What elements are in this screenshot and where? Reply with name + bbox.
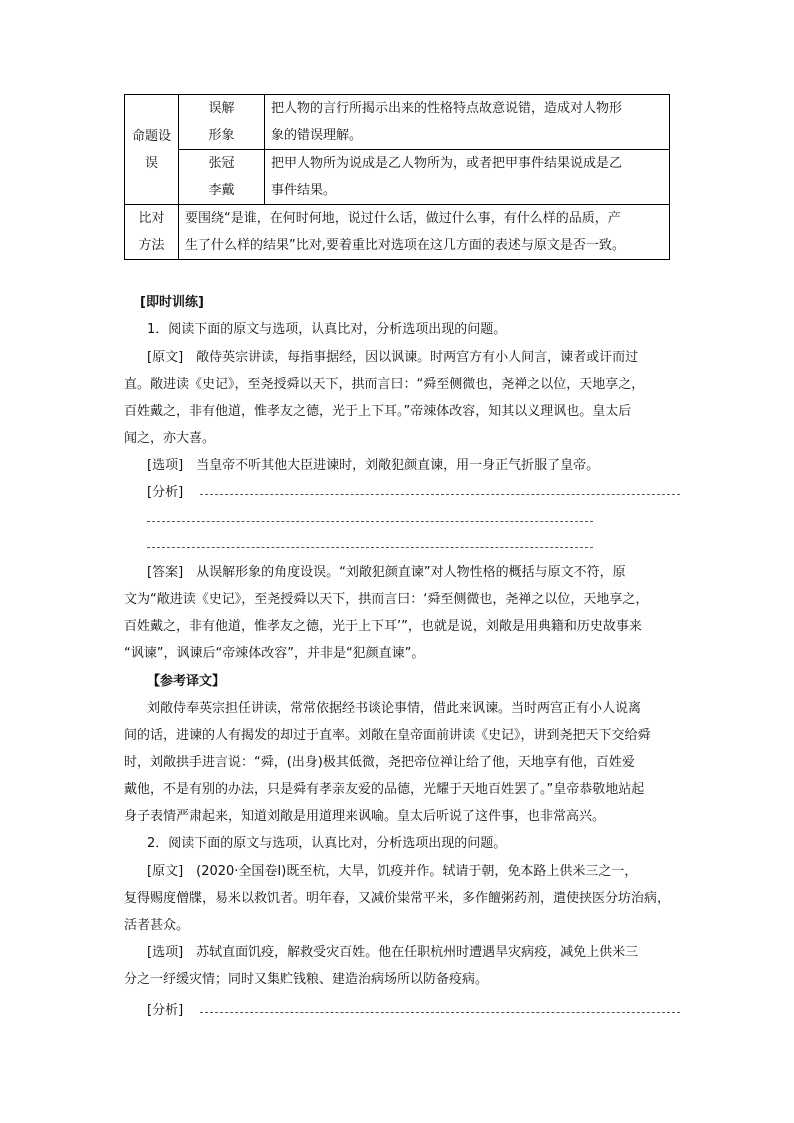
answer-line-text: [答案] 从误解形象的角度设误。“刘敞犯颜直谏”对人物性格的概括与原文不符，原 [147,565,626,580]
answer-line[interactable] [147,547,593,548]
text-line: 文为“敞进读《史记》，至尧授舜以天下，拱而言曰：‘舜至侧微也，尧禅之以位，天地享之， [124,592,649,607]
table-cell-type: 误解 形象 [179,95,265,150]
option-line: [选项] 当皇帝不听其他大臣进谏时，刘敞犯颜直谏，用一身正气折服了皇帝。 [147,458,600,473]
text-line: [原文] 敞侍英宗讲读，每指事据经，因以讽谏。时两宫方有小人间言，谏者或讦而过 [147,350,639,365]
translation-heading: 【参考译文】 [147,674,226,689]
text-line: 百姓戴之，非有他道，惟孝友之德，光于上下耳。”帝竦体改容，知其以义理讽也。皇太后 [124,404,632,419]
text-line: “讽谏”，讽谏后“帝竦体改容”，并非是“犯颜直谏”。 [124,646,425,661]
table-cell-desc: 把甲人物所为说成是乙人物所为，或者把甲事件结果说成是乙 事件结果。 [265,150,670,205]
table-row [125,150,670,205]
answer-line[interactable] [147,521,593,522]
table-cell-desc: 把人物的言行所揭示出来的性格特点故意说错，造成对人物形 象的错误理解。 [265,95,670,150]
table-cell-type: 张冠 李戴 [179,150,265,205]
table-row [125,205,670,260]
analysis-label: [分析] [147,485,184,500]
text-line: 刘敞侍奉英宗担任讲读，常常依据经书谈论事情，借此来讽谏。当时两宫正有小人说离 [147,701,642,716]
text-line: [原文] (2020·全国卷Ⅰ)既至杭，大旱，饥疫并作。轼请于朝，免本路上供米三之一， [147,864,638,879]
table-cell-category: 命题设 误 [125,95,179,205]
analysis-label: [分析] [147,1003,184,1018]
section-heading: [即时训练] [140,295,204,310]
text-line: 身子表情严肃起来，知道刘敞是用道理来讽喻。皇太后听说了这件事，也非常高兴。 [124,809,606,824]
question-2-prompt: 2．阅读下面的原文与选项，认真比对，分析选项出现的问题。 [147,836,507,851]
table-cell-category: 比对 方法 [125,205,179,260]
text-line: 活者甚众。 [124,918,190,933]
text-line: 间的话，进谏的人有揭发的却过于直率。刘敞在皇帝面前讲读《史记》，讲到尧把天下交给舜 [124,728,651,743]
method-table [124,94,670,260]
answer-line[interactable] [200,1012,680,1013]
text-line: 闻之，亦大喜。 [124,431,216,446]
answer-line[interactable] [200,494,680,495]
text-line: 时，刘敞拱手进言说：“舜，(出身)极其低微，尧把帝位禅让给了他，天地享有他，百姓爱 [124,755,635,770]
text-line: 戴他，不是有别的办法，只是舜有孝亲友爱的品德，光耀于天地百姓罢了。”皇帝恭敬地站起 [124,782,645,797]
option-line: [选项] 苏轼直面饥疫，解救受灾百姓。他在任职杭州时遭遇旱灾病疫，减免上供米三 [147,945,639,960]
text-line: 分之一纾缓灾情；同时又集贮钱粮、建造治病场所以防备疫病。 [124,972,489,987]
text-line: 直。敞进读《史记》，至尧授舜以天下，拱而言曰：“舜至侧微也，尧禅之以位，天地享之， [124,377,645,392]
question-1-prompt: 1．阅读下面的原文与选项，认真比对，分析选项出现的问题。 [147,322,507,337]
text-line: 复得赐度僧牒，易米以救饥者。明年春，又减价粜常平米，多作饘粥药剂，遣使挟医分坊治病， [124,891,671,906]
table-row [125,95,670,150]
text-line: 百姓戴之，非有他道，惟孝友之德，光于上下耳’”，也就是说，刘敞是用典籍和历史故事来 [124,619,642,634]
table-cell-desc: 要围绕“是谁，在何时何地，说过什么话，做过什么事，有什么样的品质，产 生了什么样的结果”比对,要着重比对选项在这几方面的表述与原文是否一致。 [179,205,670,260]
